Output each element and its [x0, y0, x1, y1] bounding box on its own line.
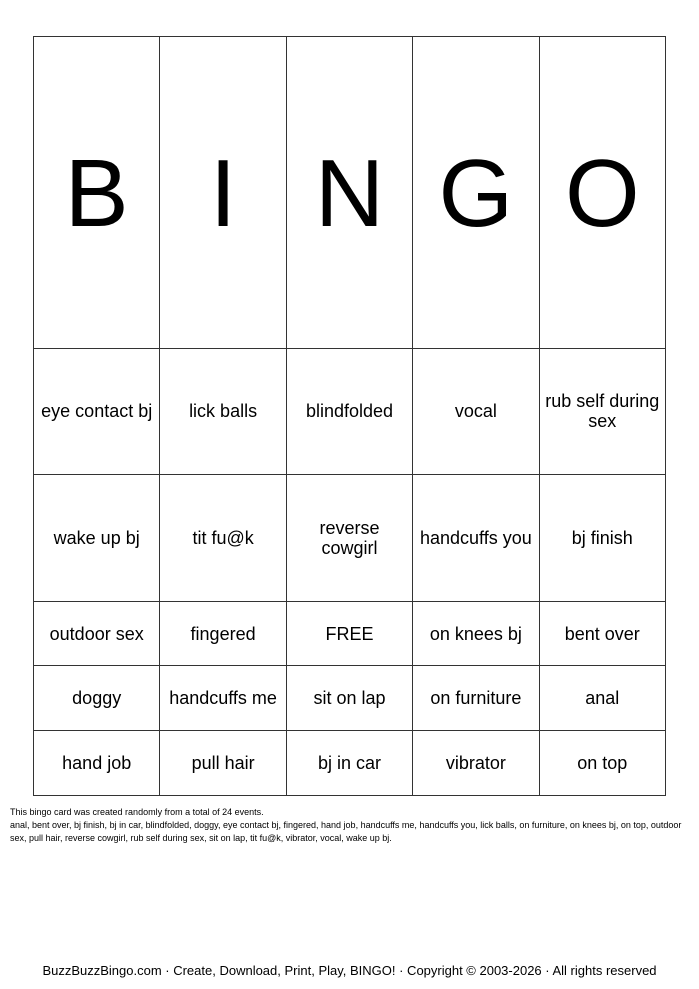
bingo-cell: eye contact bj	[34, 348, 160, 475]
bingo-header-row	[34, 37, 666, 349]
bingo-free-cell: FREE	[286, 601, 412, 666]
bingo-cell: lick balls	[160, 348, 286, 475]
bingo-cell: bj in car	[286, 731, 412, 796]
bingo-cell: fingered	[160, 601, 286, 666]
bingo-cell: blindfolded	[286, 348, 412, 475]
card-footnote	[10, 806, 692, 845]
bingo-cell: vibrator	[413, 731, 539, 796]
bingo-row-4	[34, 666, 666, 731]
bingo-cell: doggy	[34, 666, 160, 731]
bingo-cell: on furniture	[413, 666, 539, 731]
header-letter-g: G	[413, 37, 539, 349]
site-footer: BuzzBuzzBingo.com · Create, Download, Print, Play, BINGO! · Copyright © 2003-2026 · All rights reserved	[42, 963, 657, 978]
bingo-cell: handcuffs me	[160, 666, 286, 731]
header-letter-o: O	[539, 37, 665, 349]
bingo-cell: on top	[539, 731, 665, 796]
bingo-cell: bj finish	[539, 475, 665, 602]
bingo-cell: reverse cowgirl	[286, 475, 412, 602]
bingo-cell: rub self during sex	[539, 348, 665, 475]
bingo-row-1	[34, 348, 666, 475]
bingo-cell: pull hair	[160, 731, 286, 796]
bingo-row-3	[34, 601, 666, 666]
footnote-summary: This bingo card was created randomly from a total of 24 events.	[10, 807, 264, 817]
bingo-cell: tit fu@k	[160, 475, 286, 602]
bingo-cell: wake up bj	[34, 475, 160, 602]
header-letter-b: B	[34, 37, 160, 349]
bingo-row-5	[34, 731, 666, 796]
bingo-cell: anal	[539, 666, 665, 731]
header-letter-n: N	[286, 37, 412, 349]
header-letter-i: I	[160, 37, 286, 349]
bingo-cell: outdoor sex	[34, 601, 160, 666]
bingo-cell: on knees bj	[413, 601, 539, 666]
bingo-row-2	[34, 475, 666, 602]
bingo-cell: vocal	[413, 348, 539, 475]
footnote-event-list: anal, bent over, bj finish, bj in car, blindfolded, doggy, eye contact bj, fingered, hand job, handcuffs me, handcuffs you, lick balls, on furniture, on knees bj, on top, outdoor sex, pull hair, reverse cowgirl, rub self during sex, sit on lap, tit fu@k, vibrator, vocal, wake up bj.	[10, 820, 682, 843]
bingo-cell: bent over	[539, 601, 665, 666]
bingo-card	[33, 36, 666, 796]
bingo-cell: hand job	[34, 731, 160, 796]
bingo-cell: sit on lap	[286, 666, 412, 731]
bingo-cell: handcuffs you	[413, 475, 539, 602]
